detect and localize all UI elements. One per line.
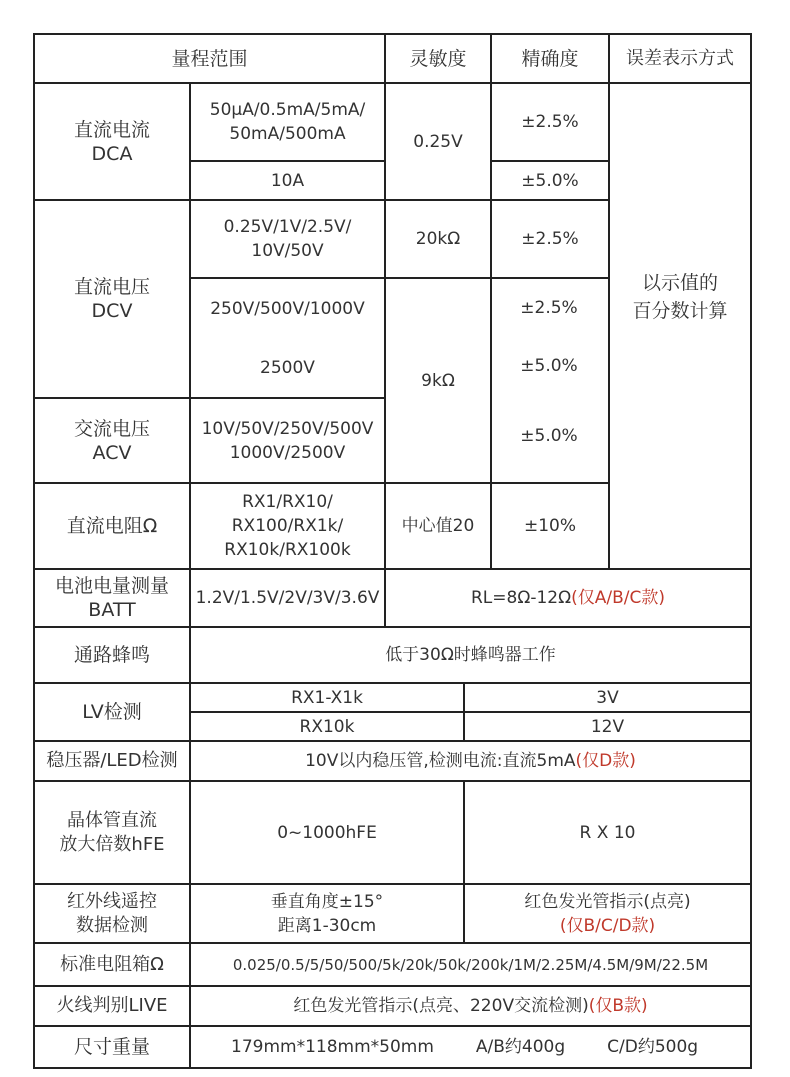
lv-r1-range (189, 682, 465, 713)
acv-name-en: ACV (92, 441, 132, 464)
dca-range-1-line1: 50μA/0.5mA/5mA/ (209, 100, 366, 120)
dcv-range-2-text: 250V/500V/1000V (210, 298, 365, 319)
ohm-name-text: 直流电阻Ω (66, 515, 158, 537)
dcv-accuracy-1 (490, 199, 610, 279)
lv-r2-value-text: 12V (590, 716, 625, 737)
hfe-name (33, 780, 191, 885)
ir-name (33, 883, 191, 944)
header-range (33, 33, 386, 84)
dcv-accuracy-2-text: ±2.5% (520, 298, 578, 318)
batt-name-en: BATT (88, 599, 136, 621)
header-sensitivity-text: 灵敏度 (409, 47, 467, 70)
acv-accuracy-text: ±5.0% (520, 426, 578, 446)
dcv-sensitivity-1-text: 20kΩ (415, 229, 461, 249)
dca-name-cn: 直流电流 (73, 118, 150, 141)
dca-accuracy-2-text: ±5.0% (521, 170, 579, 191)
dcv-name-en: DCV (91, 300, 133, 322)
size-value (189, 1025, 752, 1069)
ohm-range-line1: RX1/RX10/ (242, 492, 333, 512)
size-weight-cd: C/D约500g (607, 1037, 699, 1057)
buzzer-name-text: 通路蜂鸣 (73, 644, 150, 666)
live-value (189, 985, 752, 1027)
lv-r1-value-text: 3V (596, 687, 619, 708)
error-mode-value (608, 82, 752, 570)
header-range-text: 量程范围 (171, 47, 248, 70)
lv-name-text: LV检测 (82, 701, 142, 723)
ohm-name (33, 482, 191, 570)
ir-condition (189, 883, 465, 944)
error-mode-line2: 百分数计算 (632, 300, 728, 322)
acv-name (33, 397, 191, 484)
live-name-text: 火线判别LIVE (56, 995, 168, 1016)
box-value (189, 942, 752, 987)
dcv-range-1 (189, 199, 386, 279)
live-name (33, 985, 191, 1027)
zener-note: (仅D款) (575, 751, 636, 771)
acv-name-cn: 交流电压 (73, 417, 150, 440)
hfe-name-line1: 晶体管直流 (67, 809, 157, 831)
box-name (33, 942, 191, 987)
ir-note: (仅B/C/D款) (559, 915, 656, 936)
zener-value (189, 740, 752, 782)
dcv-sensitivity-1 (384, 199, 492, 279)
dca-name-en: DCA (91, 142, 133, 165)
hfe-value-text: R X 10 (579, 822, 636, 843)
dca-range-1-line2: 50mA/500mA (229, 124, 346, 144)
box-value-text: 0.025/0.5/5/50/500/5k/20k/50k/200k/1M/2.25M/4.5M/9M/22.5M (232, 955, 709, 974)
dcv-accuracy-3 (490, 354, 608, 378)
dcv-name (33, 199, 191, 399)
batt-value (384, 568, 752, 628)
batt-name (33, 568, 191, 628)
buzzer-value-text: 低于30Ω时蜂鸣器工作 (385, 645, 556, 665)
dcv-accuracy-2 (490, 296, 608, 320)
zener-name-text: 稳压器/LED检测 (46, 750, 178, 771)
ohm-sensitivity (384, 482, 492, 570)
ohm-range-line3: RX10k/RX100k (224, 540, 351, 560)
dcv-sensitivity-2 (384, 277, 492, 484)
zener-name (33, 740, 191, 782)
size-name (33, 1025, 191, 1069)
live-value-text: 红色发光管指示(点亮、220V交流检测) (293, 996, 589, 1016)
batt-value-text: RL=8Ω-12Ω (471, 588, 572, 608)
batt-name-cn: 电池电量测量 (54, 575, 169, 597)
size-dims: 179mm*118mm*50mm (231, 1037, 434, 1057)
buzzer-value (189, 626, 752, 684)
dca-name (33, 82, 191, 201)
lv-r2-range-text: RX10k (299, 716, 355, 737)
dcv-range-3-text: 2500V (260, 357, 315, 378)
zener-value-text: 10V以内稳压管,检测电流:直流5mA (305, 751, 576, 771)
batt-range (189, 568, 386, 628)
batt-range-text: 1.2V/1.5V/2V/3V/3.6V (195, 588, 380, 608)
dcv-accuracy-3-text: ±5.0% (520, 356, 578, 376)
ohm-accuracy (490, 482, 610, 570)
dcv-range-2 (189, 277, 386, 399)
dcv-range-1-line2: 10V/50V (251, 241, 324, 261)
lv-name (33, 682, 191, 742)
ir-name-line2: 数据检测 (76, 914, 148, 936)
acv-range (189, 397, 386, 484)
dca-accuracy-1-text: ±2.5% (521, 112, 579, 132)
lv-r1-range-text: RX1-X1k (291, 687, 363, 708)
hfe-range (189, 780, 465, 885)
lv-r2-value (463, 711, 752, 742)
lv-r2-range (189, 711, 465, 742)
ohm-range (189, 482, 386, 570)
live-note: (仅B款) (588, 996, 648, 1016)
header-error-mode-text: 误差表示方式 (626, 47, 734, 69)
dca-range-2 (189, 160, 386, 201)
header-error-mode (608, 33, 752, 84)
lv-r1-value (463, 682, 752, 713)
size-name-text: 尺寸重量 (73, 1036, 150, 1058)
size-weight-ab: A/B约400g (475, 1037, 566, 1057)
buzzer-name (33, 626, 191, 684)
batt-note: (仅A/B/C款) (571, 588, 665, 608)
dcv-accuracy-1-text: ±2.5% (521, 229, 579, 249)
hfe-range-text: 0~1000hFE (277, 822, 377, 843)
header-sensitivity (384, 33, 492, 84)
header-accuracy (490, 33, 610, 84)
hfe-value (463, 780, 752, 885)
dca-sensitivity (384, 82, 492, 201)
error-mode-line1: 以示值的 (641, 272, 718, 294)
dca-range-2-text: 10A (270, 170, 305, 191)
ir-condition-line1: 垂直角度±15° (270, 891, 384, 912)
acv-accuracy (490, 424, 608, 448)
dca-sensitivity-text: 0.25V (413, 131, 463, 152)
header-accuracy-text: 精确度 (521, 47, 579, 70)
hfe-name-line2: 放大倍数hFE (59, 833, 165, 855)
acv-range-line2: 1000V/2500V (229, 442, 346, 463)
dcv-sensitivity-2-text: 9kΩ (421, 370, 455, 391)
ir-value (463, 883, 752, 944)
dcv-name-cn: 直流电压 (73, 276, 150, 298)
dca-range-1 (189, 82, 386, 162)
ohm-range-line2: RX100/RX1k/ (231, 516, 344, 536)
dca-accuracy-2 (490, 160, 610, 201)
dca-accuracy-1 (490, 82, 610, 162)
dcv-range-1-line1: 0.25V/1V/2.5V/ (223, 217, 352, 237)
ohm-accuracy-text: ±10% (523, 516, 577, 536)
ir-name-line1: 红外线遥控 (67, 890, 157, 912)
acv-range-line1: 10V/50V/250V/500V (201, 418, 374, 439)
ohm-sensitivity-text: 中心值20 (401, 516, 475, 536)
box-name-text: 标准电阻箱Ω (60, 953, 164, 975)
ir-condition-line2: 距离1-30cm (277, 915, 377, 936)
ir-value-text: 红色发光管指示(点亮) (524, 891, 691, 912)
